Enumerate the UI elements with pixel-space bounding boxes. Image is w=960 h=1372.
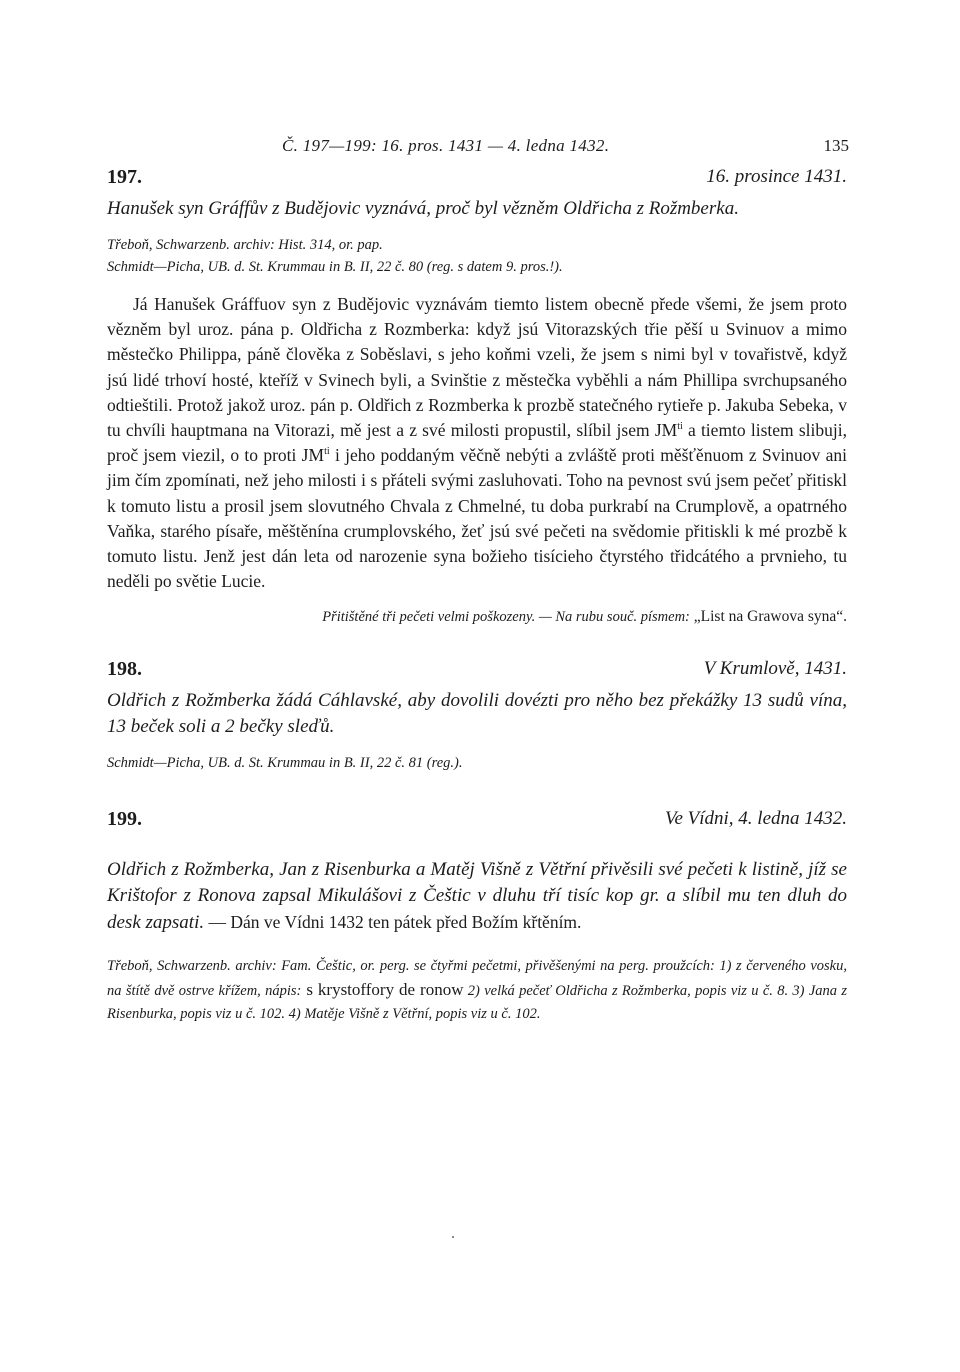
source-italic: 2) velká pečeť Oldřicha z Rožmberka, popis viz u č. 8. 3) Jana z Risenburka, popis viz u č. 102. 4) Matěje Višně z Větřní, popis viz u č. 102.	[107, 983, 847, 1023]
document-source	[107, 234, 847, 278]
regest-italic: Oldřich z Rožmberka, Jan z Risenburka a Matěj Višně z Větřní přivěsili své pečeti k listině, jíž se Krištofor z Ronova zapsal Mikulášovi z Češtic v dluhu tří tisíc kop gr. a slíbil mu ten dluh do desk zapsati.	[107, 859, 847, 934]
document-date: 16. prosince 1431.	[706, 166, 847, 187]
document-regest: Oldřich z Rožmberka žádá Cáhlavské, aby dovolili dovézti pro něho bez překážky 13 sudů vína, 13 beček soli a 2 bečky sleďů.	[107, 690, 847, 738]
document-198	[107, 658, 847, 774]
regest-roman: — Dán ve Vídni 1432 ten pátek před Božím křtěním.	[204, 912, 582, 933]
source-line: Schmidt—Picha, UB. d. St. Krummau in B. II, 22 č. 80 (reg. s datem 9. pros.!).	[107, 259, 563, 275]
running-head-text: Č. 197—199: 16. pros. 1431 — 4. ledna 1432.	[282, 136, 610, 155]
document-199	[107, 808, 847, 1026]
source-line: Schmidt—Picha, UB. d. St. Krummau in B. II, 22 č. 81 (reg.).	[107, 755, 463, 772]
note-italic: Přitištěné tři pečeti velmi poškozeny. — Na rubu souč. písmem:	[322, 609, 690, 626]
document-header	[107, 166, 847, 196]
seal-inscription: s krystoffory de ronow	[301, 980, 464, 1000]
document-note	[107, 606, 847, 628]
source-line: Třeboň, Schwarzenb. archiv: Hist. 314, or. pap.	[107, 237, 383, 253]
document-source	[107, 955, 847, 1026]
document-body	[107, 292, 847, 594]
body-text-part: i jeho poddaným věčně nebýti a zvláště proti měšťěnuom z Svinuov ani jim čím zpomínati, než jeho milosti i s přáteli svými zasluhovati. Toho na pevnost svú jsem pečeť přitiskl k tomuto listu a prosil jsem slovutného Chvala z Chmelné, tu doba purkrabí na Crumplově, a opatrného Vaňka, starého písaře, měštěnína crumplovského, žeť jsú své pečeti na svědomie přitiskli k mé prozbě k tomuto listu. Jenž jest dán leta od narozenie syna božieho tisícieho čtyrstého třidcátého a prvnieho, tu neděli po světie Lucie.	[107, 445, 847, 592]
note-roman: „List na Grawova syna“.	[689, 608, 847, 626]
document-date: Ve Vídni, 4. ledna 1432.	[664, 808, 847, 830]
document-number: 199.	[107, 808, 142, 831]
body-text-part: a tiemto listem slibuji, proč jsem viezil, o to proti JM	[107, 420, 847, 466]
document-number: 197.	[107, 166, 142, 188]
page	[107, 126, 847, 1026]
document-source	[107, 752, 847, 774]
superscript: ti	[324, 446, 330, 458]
document-date: V Krumlově, 1431.	[703, 658, 847, 680]
document-number: 198.	[107, 658, 142, 681]
print-speck	[452, 1236, 454, 1238]
document-header	[107, 808, 847, 838]
superscript: ti	[677, 421, 683, 433]
running-head	[107, 126, 847, 166]
document-regest	[107, 857, 847, 936]
body-text-part: Já Hanušek Gráffuov syn z Budějovic vyznávám tiemto listem obecně přede všemi, že jsem proto vězněm byl uroz. pána p. Oldřicha z Rozmberka: když jsú Vitorazských třie pěší u Svinuov a mimo městečko Philippa, páně člověka z Soběslavi, s jeho koňmi vzeli, že jsem s nimi byl v tovařistvě, když jsú lidé trhoví hosté, kteříž v Svinech byli, a Svinštie z městečka vyběhli a nám Phillipa svrchupsaného odtieštili. Protož jakož uroz. pán p. Oldřich z Rozmberka k prozbě statečného rytieře p. Jakuba Sebeka, v tu chvíli hauptmana na Vitorazi, mě jest a z své milosti propustil, slíbil jsem JM	[107, 294, 847, 441]
document-regest: Hanušek syn Gráffův z Budějovic vyznává, proč byl vězněm Oldřicha z Rožmberka.	[107, 198, 739, 219]
page-number: 135	[823, 136, 849, 155]
source-italic: Třeboň, Schwarzenb. archiv: Fam. Češtic, or. perg. se čtyřmi pečetmi, přivěšenými na perg. proužcích: 1) z červeného vosku, na štítě dvě ostrve křížem, nápis:	[107, 958, 847, 1000]
document-header	[107, 658, 847, 688]
document-197	[107, 166, 847, 628]
